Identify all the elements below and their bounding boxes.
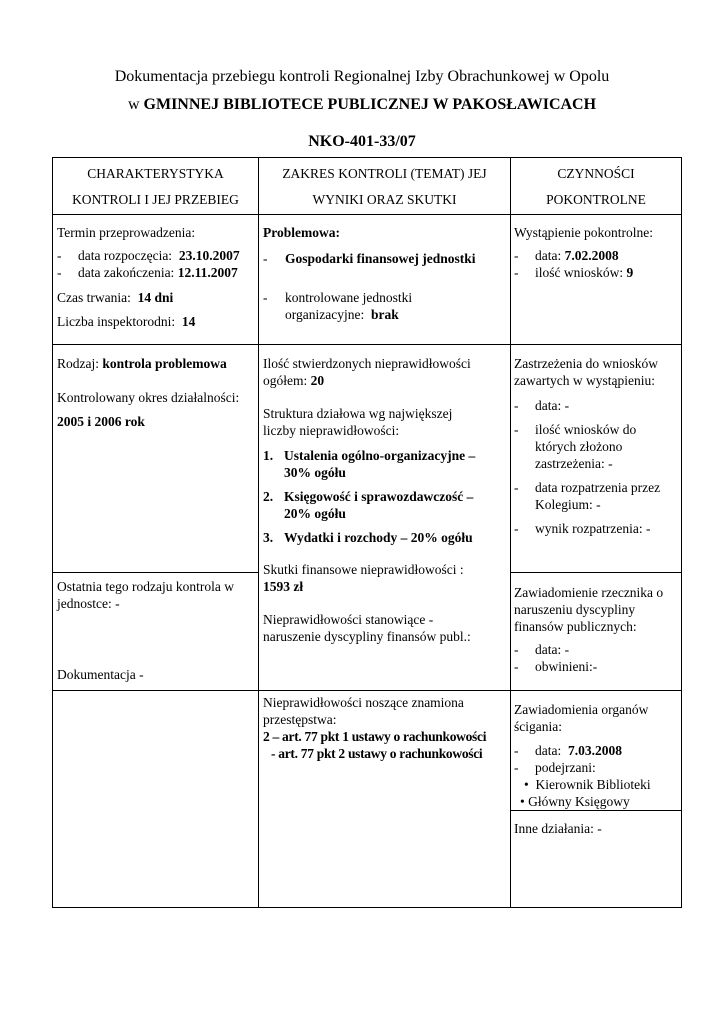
rodzaj	[57, 355, 227, 372]
start-date-line	[57, 247, 240, 264]
rodzaj-value: kontrola problemowa	[102, 356, 227, 371]
termin-label: Termin przeprowadzenia:	[57, 225, 196, 240]
przestepstwo-line-2: przestępstwa:	[263, 712, 337, 727]
dash: -	[514, 642, 519, 657]
rzecznik-date-text: data: -	[535, 642, 570, 657]
zastrzezenia-line-1: Zastrzeżenia do wniosków	[514, 356, 658, 371]
suspect-item	[524, 776, 651, 793]
kontrolowane-value: brak	[370, 307, 399, 322]
column-header-characteristics	[53, 165, 258, 208]
end-date-label: data zakończenia:	[78, 265, 175, 280]
table-border-right	[681, 157, 682, 908]
duration-value: 14 dni	[137, 290, 174, 305]
row-divider	[52, 572, 258, 573]
rozpatrzenie-date-2: Kolegium: -	[535, 497, 601, 512]
wystapienie-date-value: 7.02.2008	[564, 248, 619, 263]
okres-value: 2005 i 2006 rok	[57, 414, 145, 429]
wnioski-count-value: 9	[626, 265, 634, 280]
row-divider	[510, 572, 682, 573]
duration	[57, 289, 173, 306]
bullet-icon: •	[524, 777, 529, 792]
bullet-icon: •	[520, 794, 525, 809]
article-2: - art. 77 pkt 2 ustawy o rachunkowości	[271, 746, 483, 761]
dash: -	[514, 398, 519, 413]
header-line-2	[0, 96, 724, 114]
list-text: Wydatki i rozchody – 20% ogółu	[284, 530, 473, 545]
zastrzezenia-count-text: ilość wniosków do	[535, 422, 637, 437]
column-header-text: CHARAKTERYSTYKA	[87, 166, 224, 181]
suspect-name: Główny Księgowy	[528, 794, 630, 809]
table-border-top	[52, 157, 682, 158]
zastrzezenia-count	[514, 421, 637, 438]
ilosc-line-1: Ilość stwierdzonych nieprawidłowości	[263, 356, 471, 371]
duration-label: Czas trwania:	[57, 290, 131, 305]
ostatnia-line-1: Ostatnia tego rodzaju kontrola w	[57, 579, 234, 594]
column-header-scope	[259, 165, 510, 208]
dash: -	[57, 248, 62, 263]
ilosc-line-2	[263, 372, 324, 389]
dash: -	[514, 743, 519, 758]
column-divider	[258, 157, 259, 908]
dash: -	[514, 521, 519, 536]
inspector-days-value: 14	[181, 314, 196, 329]
skutki-value: 1593 zł	[263, 579, 304, 594]
end-date-line	[57, 264, 238, 281]
list-number: 3.	[263, 530, 274, 545]
rodzaj-label: Rodzaj:	[57, 356, 99, 371]
rzecznik-accused-text: obwinieni:-	[535, 659, 598, 674]
list-text: Księgowość i sprawozdawczość –	[284, 489, 474, 504]
institution-name: GMINNEJ BIBLIOTECE PUBLICZNEJ W PAKOSŁAWICACH	[143, 96, 597, 113]
przestepstwo-line-1: Nieprawidłowości noszące znamiona	[263, 695, 464, 710]
ilosc-label: ogółem:	[263, 373, 308, 388]
wystapienie-date-label: data:	[535, 248, 562, 263]
stanowiace-line-2: naruszenie dyscypliny finansów publ.:	[263, 629, 471, 644]
kontrolowane-label: organizacyjne:	[285, 307, 365, 322]
stanowiace-line-1: Nieprawidłowości stanowiące -	[263, 612, 434, 627]
rzecznik-line-2: naruszeniu dyscypliny	[514, 602, 636, 617]
suspect-name: Kierownik Biblioteki	[535, 777, 651, 792]
organy-date-value: 7.03.2008	[568, 743, 622, 758]
rozpatrzenie-result	[514, 520, 651, 537]
row-divider	[52, 214, 682, 215]
dash: -	[57, 265, 62, 280]
suspect-item	[520, 793, 630, 810]
article-1: 2 – art. 77 pkt 1 ustawy o rachunkowości	[263, 729, 487, 744]
zastrzezenia-date-text: data: -	[535, 398, 570, 413]
ostatnia-line-2: jednostce: -	[57, 596, 120, 611]
zastrzezenia-date	[514, 397, 570, 414]
problemowa-label: Problemowa:	[263, 225, 340, 240]
rzecznik-date	[514, 641, 570, 658]
inne-dzialania: Inne działania: -	[514, 821, 602, 836]
column-header-actions	[511, 165, 681, 208]
wnioski-count	[514, 264, 634, 281]
end-date-value: 12.11.2007	[177, 265, 238, 280]
kontrolowane-text: kontrolowane jednostki	[285, 290, 413, 305]
gospodarka-line	[263, 250, 476, 267]
list-item-cont: 30% ogółu	[284, 465, 346, 480]
list-item	[263, 488, 474, 505]
table-border-bottom	[52, 907, 682, 908]
kontrolowane-line	[263, 289, 413, 306]
column-header-text: CZYNNOŚCI	[557, 166, 635, 181]
rozpatrzenie-date-text: data rozpatrzenia przez	[535, 480, 661, 495]
list-item	[263, 447, 476, 464]
list-number: 2.	[263, 489, 274, 504]
start-date-value: 23.10.2007	[178, 248, 240, 263]
column-header-text: POKONTROLNE	[546, 192, 646, 207]
ilosc-value: 20	[310, 373, 325, 388]
row-divider	[52, 344, 682, 345]
dash: -	[514, 659, 519, 674]
rzecznik-line-1: Zawiadomienie rzecznika o	[514, 585, 664, 600]
rzecznik-line-3: finansów publicznych:	[514, 619, 637, 634]
dokumentacja: Dokumentacja -	[57, 667, 144, 682]
list-item-cont: 20% ogółu	[284, 506, 346, 521]
dash: -	[263, 290, 268, 305]
column-divider	[510, 157, 511, 908]
rzecznik-accused	[514, 658, 598, 675]
organy-date-label: data:	[535, 743, 562, 758]
gospodarka-text: Gospodarki finansowej jednostki	[285, 251, 476, 266]
dash: -	[514, 422, 519, 437]
row-divider	[52, 690, 682, 691]
dash: -	[514, 265, 519, 280]
wnioski-count-label: ilość wniosków:	[535, 265, 624, 280]
dash: -	[514, 760, 519, 775]
column-header-text: KONTROLI I JEJ PRZEBIEG	[72, 192, 239, 207]
zastrzezenia-line-2: zawartych w wystąpieniu:	[514, 373, 655, 388]
kontrolowane-line-2	[285, 306, 399, 323]
dash: -	[514, 248, 519, 263]
organy-line-2: ścigania:	[514, 719, 562, 734]
dash: -	[263, 251, 268, 266]
rozpatrzenie-date	[514, 479, 661, 496]
list-item	[263, 529, 473, 546]
dash: -	[514, 480, 519, 495]
zastrzezenia-count-2: których złożono	[535, 439, 623, 454]
struktura-line-2: liczby nieprawidłowości:	[263, 423, 400, 438]
header-line-1: Dokumentacja przebiegu kontroli Regionalnej Izby Obrachunkowej w Opolu	[114, 68, 610, 85]
table-border-left	[52, 157, 53, 908]
header-line-2-prefix: w	[127, 96, 144, 113]
podejrzani	[514, 759, 596, 776]
organy-line-1: Zawiadomienia organów	[514, 702, 649, 717]
struktura-line-1: Struktura działowa wg największej	[263, 406, 453, 421]
okres-label: Kontrolowany okres działalności:	[57, 390, 240, 405]
organy-date	[514, 742, 622, 759]
rozpatrzenie-result-text: wynik rozpatrzenia: -	[535, 521, 651, 536]
start-date-label: data rozpoczęcia:	[78, 248, 173, 263]
wystapienie-label: Wystąpienie pokontrolne:	[514, 225, 654, 240]
column-header-text: WYNIKI ORAZ SKUTKI	[312, 192, 457, 207]
list-text: Ustalenia ogólno-organizacyjne –	[284, 448, 476, 463]
row-divider	[510, 810, 682, 811]
inspector-days-label: Liczba inspektorodni:	[57, 314, 176, 329]
document-number: NKO-401-33/07	[308, 133, 416, 150]
zastrzezenia-count-3: zastrzeżenia: -	[535, 456, 613, 471]
list-number: 1.	[263, 448, 274, 463]
skutki-label: Skutki finansowe nieprawidłowości :	[263, 562, 464, 577]
podejrzani-label: podejrzani:	[535, 760, 596, 775]
column-header-text: ZAKRES KONTROLI (TEMAT) JEJ	[282, 166, 487, 181]
inspector-days	[57, 313, 195, 330]
wystapienie-date	[514, 247, 619, 264]
